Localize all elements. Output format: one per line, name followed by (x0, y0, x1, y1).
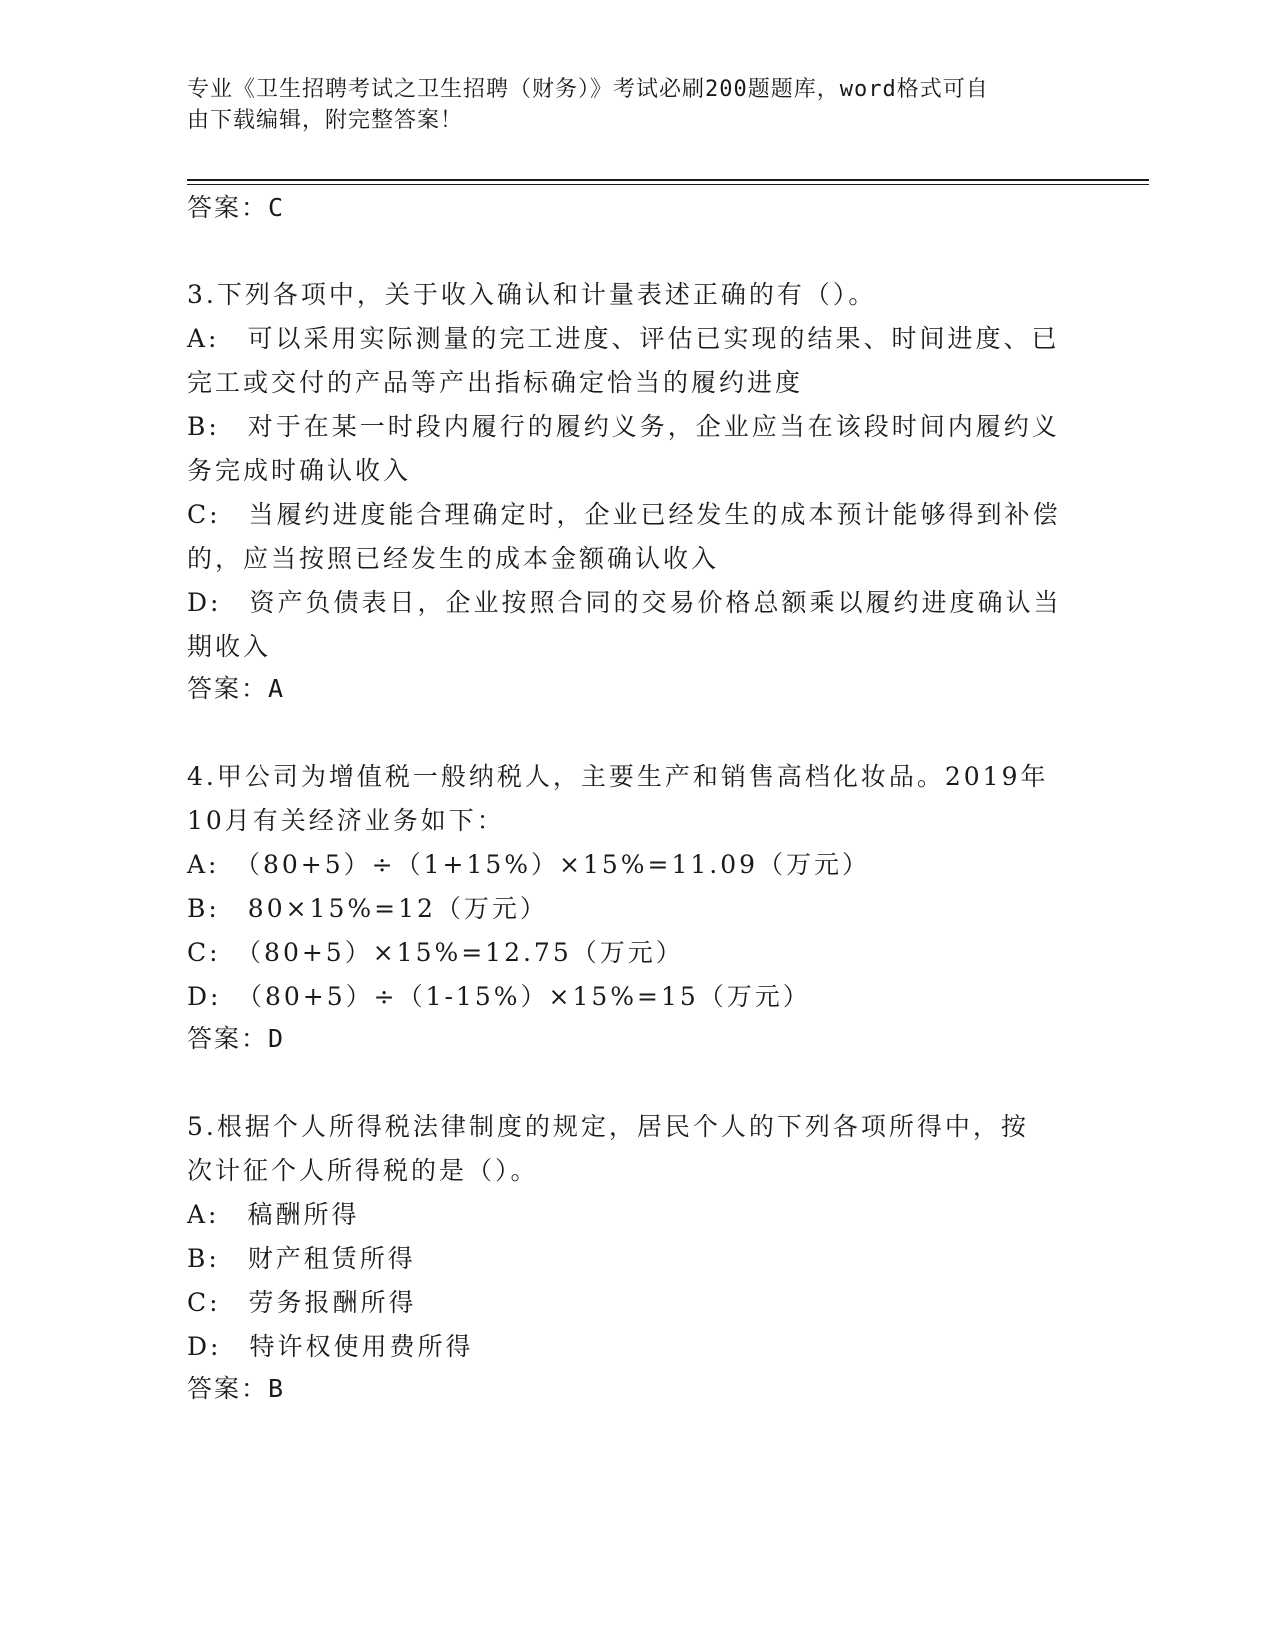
q3-option-b-line-2: 务完成时确认收入 (187, 456, 412, 485)
q4-option-c: C: （80+5）×15%=12.75（万元） (187, 938, 684, 967)
q4-answer: 答案：D (187, 1024, 286, 1053)
q4-option-a: A: （80+5）÷（1+15%）×15%=11.09（万元） (187, 850, 871, 879)
q3-option-a-line-1: A: 可以采用实际测量的完工进度、评估已实现的结果、时间进度、已 (187, 324, 1060, 353)
q3-option-d-line-2: 期收入 (187, 632, 272, 661)
q5-option-d: D: 特许权使用费所得 (187, 1332, 474, 1361)
header-line-2: 由下载编辑，附完整答案！ (187, 108, 464, 133)
q5-option-c: C: 劳务报酬所得 (187, 1288, 417, 1317)
q5-option-b: B: 财产租赁所得 (187, 1244, 416, 1273)
q4-option-b: B: 80×15%=12（万元） (187, 894, 548, 923)
q4-option-d: D: （80+5）÷（1-15%）×15%=15（万元） (187, 982, 811, 1011)
q5-stem-line-1: 5.根据个人所得税法律制度的规定，居民个人的下列各项所得中，按 (187, 1112, 1029, 1141)
q4-stem-line-1: 4.甲公司为增值税一般纳税人，主要生产和销售高档化妆品。2019年 (187, 762, 1049, 791)
q5-answer: 答案：B (187, 1374, 286, 1403)
q3-option-d-line-1: D: 资产负债表日，企业按照合同的交易价格总额乘以履约进度确认当 (187, 588, 1062, 617)
header-rule-thin (187, 184, 1149, 185)
q3-option-c-line-2: 的，应当按照已经发生的成本金额确认收入 (187, 544, 720, 573)
header-rule-thick (187, 179, 1149, 181)
header-line-1: 专业《卫生招聘考试之卫生招聘（财务）》考试必刷200题题库，word格式可自 (187, 77, 989, 102)
q2-answer: 答案：C (187, 193, 286, 222)
q3-stem: 3.下列各项中，关于收入确认和计量表述正确的有（）。 (187, 280, 877, 309)
q3-answer: 答案：A (187, 674, 286, 703)
q5-option-a: A: 稿酬所得 (187, 1200, 360, 1229)
q3-option-c-line-1: C: 当履约进度能合理确定时，企业已经发生的成本预计能够得到补偿 (187, 500, 1061, 529)
q4-stem-line-2: 10月有关经济业务如下： (187, 806, 505, 835)
q3-option-b-line-1: B: 对于在某一时段内履行的履约义务，企业应当在该段时间内履约义 (187, 412, 1060, 441)
q5-stem-line-2: 次计征个人所得税的是（）。 (187, 1156, 539, 1185)
document-header (187, 74, 1067, 136)
q3-option-a-line-2: 完工或交付的产品等产出指标确定恰当的履约进度 (187, 368, 804, 397)
